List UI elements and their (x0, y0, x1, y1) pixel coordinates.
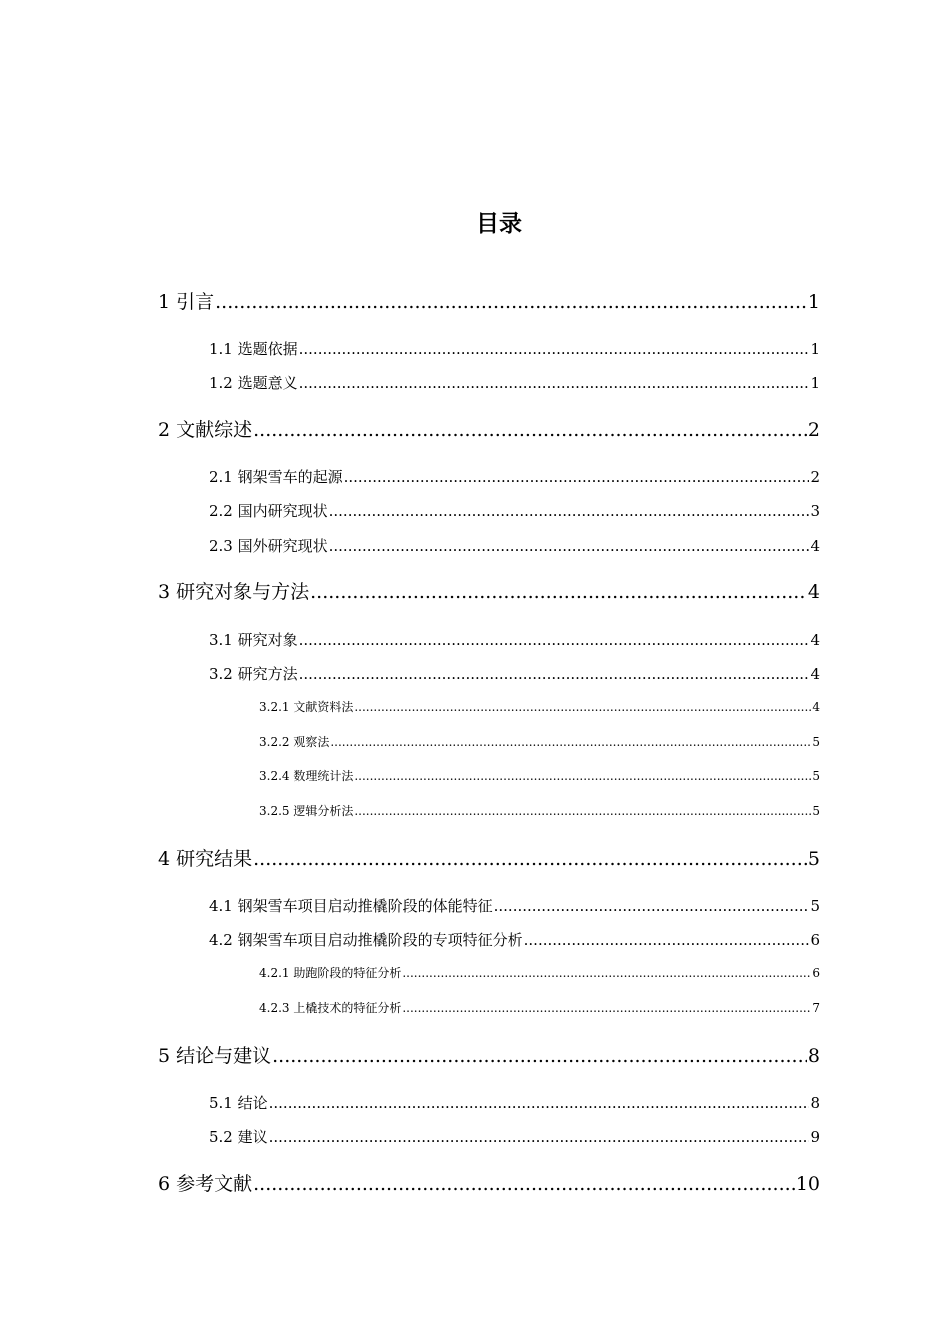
toc-leader (329, 534, 810, 558)
toc-entry-page: 6 (812, 966, 820, 980)
toc-leader (253, 416, 807, 444)
toc-entry-label: 5.2 建议 (209, 1128, 268, 1146)
toc-entry-label: 5.1 结论 (209, 1094, 268, 1112)
toc-entry[interactable] (209, 928, 820, 952)
toc-leader (299, 371, 810, 395)
toc-entry-label: 2.3 国外研究现状 (209, 537, 328, 555)
toc-leader (269, 1091, 810, 1115)
toc-leader (330, 732, 811, 752)
toc-entry-label: 3.2.2 观察法 (259, 735, 330, 749)
toc-entry-label: 4 研究结果 (158, 848, 253, 870)
toc-entry-label: 1 引言 (158, 291, 215, 313)
toc-leader (344, 465, 810, 489)
toc-leader (354, 697, 811, 717)
toc-entry[interactable] (209, 371, 820, 395)
toc-leader (299, 628, 810, 652)
toc-entry-page: 1 (807, 291, 820, 313)
toc-leader (253, 845, 807, 873)
toc-leader (299, 337, 810, 361)
toc-entry-page: 2 (807, 419, 820, 441)
toc-entry-page: 8 (810, 1094, 820, 1112)
toc-entry-page: 4 (810, 537, 820, 555)
toc-leader (524, 928, 810, 952)
toc-leader (329, 499, 810, 523)
toc-entry-label: 3.2 研究方法 (209, 665, 298, 683)
toc-entry[interactable] (158, 578, 820, 606)
toc-entry-label: 1.1 选题依据 (209, 340, 298, 358)
toc-entry-label: 3.2.4 数理统计法 (259, 769, 354, 783)
toc-entry[interactable] (209, 1091, 820, 1115)
toc-entry-page: 5 (807, 848, 820, 870)
toc-entry[interactable] (259, 963, 820, 983)
toc-entry-page: 1 (810, 374, 820, 392)
toc-entry[interactable] (209, 662, 820, 686)
toc-entry-page: 2 (810, 468, 820, 486)
toc-entry[interactable] (209, 499, 820, 523)
toc-entry-label: 3 研究对象与方法 (158, 581, 310, 603)
toc-entry-page: 3 (810, 502, 820, 520)
toc-entry-label: 2.2 国内研究现状 (209, 502, 328, 520)
toc-entry[interactable] (209, 465, 820, 489)
toc-leader (402, 998, 811, 1018)
toc-entry-page: 4 (807, 581, 820, 603)
toc-entry-page: 4 (810, 665, 820, 683)
toc-entry-label: 4.2 钢架雪车项目启动推橇阶段的专项特征分析 (209, 931, 523, 949)
toc-entry-label: 3.2.1 文献资料法 (259, 700, 354, 714)
toc-entry-page: 4 (810, 631, 820, 649)
toc-entry[interactable] (209, 894, 820, 918)
toc-entry-page: 9 (810, 1128, 820, 1146)
toc-entry[interactable] (259, 801, 820, 821)
toc-entry-page: 1 (810, 340, 820, 358)
toc-entry-page: 6 (810, 931, 820, 949)
toc-entry-page: 5 (812, 735, 820, 749)
toc-leader (310, 578, 807, 606)
toc-entry-label: 3.1 研究对象 (209, 631, 298, 649)
toc-entry[interactable] (209, 337, 820, 361)
toc-entry-label: 4.2.3 上橇技术的特征分析 (259, 1001, 402, 1015)
toc-entry[interactable] (158, 288, 820, 316)
toc-entry-page: 5 (810, 897, 820, 915)
toc-leader (354, 766, 811, 786)
toc-entry-label: 2 文献综述 (158, 419, 253, 441)
toc-entry-label: 2.1 钢架雪车的起源 (209, 468, 343, 486)
toc-entry[interactable] (158, 1042, 820, 1070)
toc-entry[interactable] (209, 534, 820, 558)
toc-entry-page: 10 (795, 1173, 820, 1195)
toc-leader (354, 801, 811, 821)
toc-leader (402, 963, 811, 983)
toc-leader (272, 1042, 807, 1070)
toc-entry[interactable] (158, 1170, 820, 1198)
toc-leader (494, 894, 810, 918)
toc-entry[interactable] (259, 766, 820, 786)
toc-entry-page: 4 (812, 700, 820, 714)
toc-entry[interactable] (158, 416, 820, 444)
toc-entry-label: 4.1 钢架雪车项目启动推橇阶段的体能特征 (209, 897, 493, 915)
toc-entry-page: 5 (812, 804, 820, 818)
toc-entry[interactable] (209, 628, 820, 652)
toc-entry[interactable] (209, 1125, 820, 1149)
toc-title: 目录 (476, 211, 522, 237)
toc-entry-label: 3.2.5 逻辑分析法 (259, 804, 354, 818)
toc-leader (269, 1125, 810, 1149)
toc-entry-label: 5 结论与建议 (158, 1045, 272, 1067)
toc-entry[interactable] (259, 998, 820, 1018)
toc-leader (299, 662, 810, 686)
toc-entry-page: 7 (812, 1001, 820, 1015)
toc-leader (253, 1170, 795, 1198)
toc-entry[interactable] (259, 732, 820, 752)
toc-entry-label: 4.2.1 助跑阶段的特征分析 (259, 966, 402, 980)
toc-entry[interactable] (259, 697, 820, 717)
toc-entry[interactable] (158, 845, 820, 873)
toc-entry-page: 5 (812, 769, 820, 783)
toc-entry-label: 1.2 选题意义 (209, 374, 298, 392)
toc-entry-label: 6 参考文献 (158, 1173, 253, 1195)
toc-leader (215, 288, 807, 316)
toc-entry-page: 8 (807, 1045, 820, 1067)
